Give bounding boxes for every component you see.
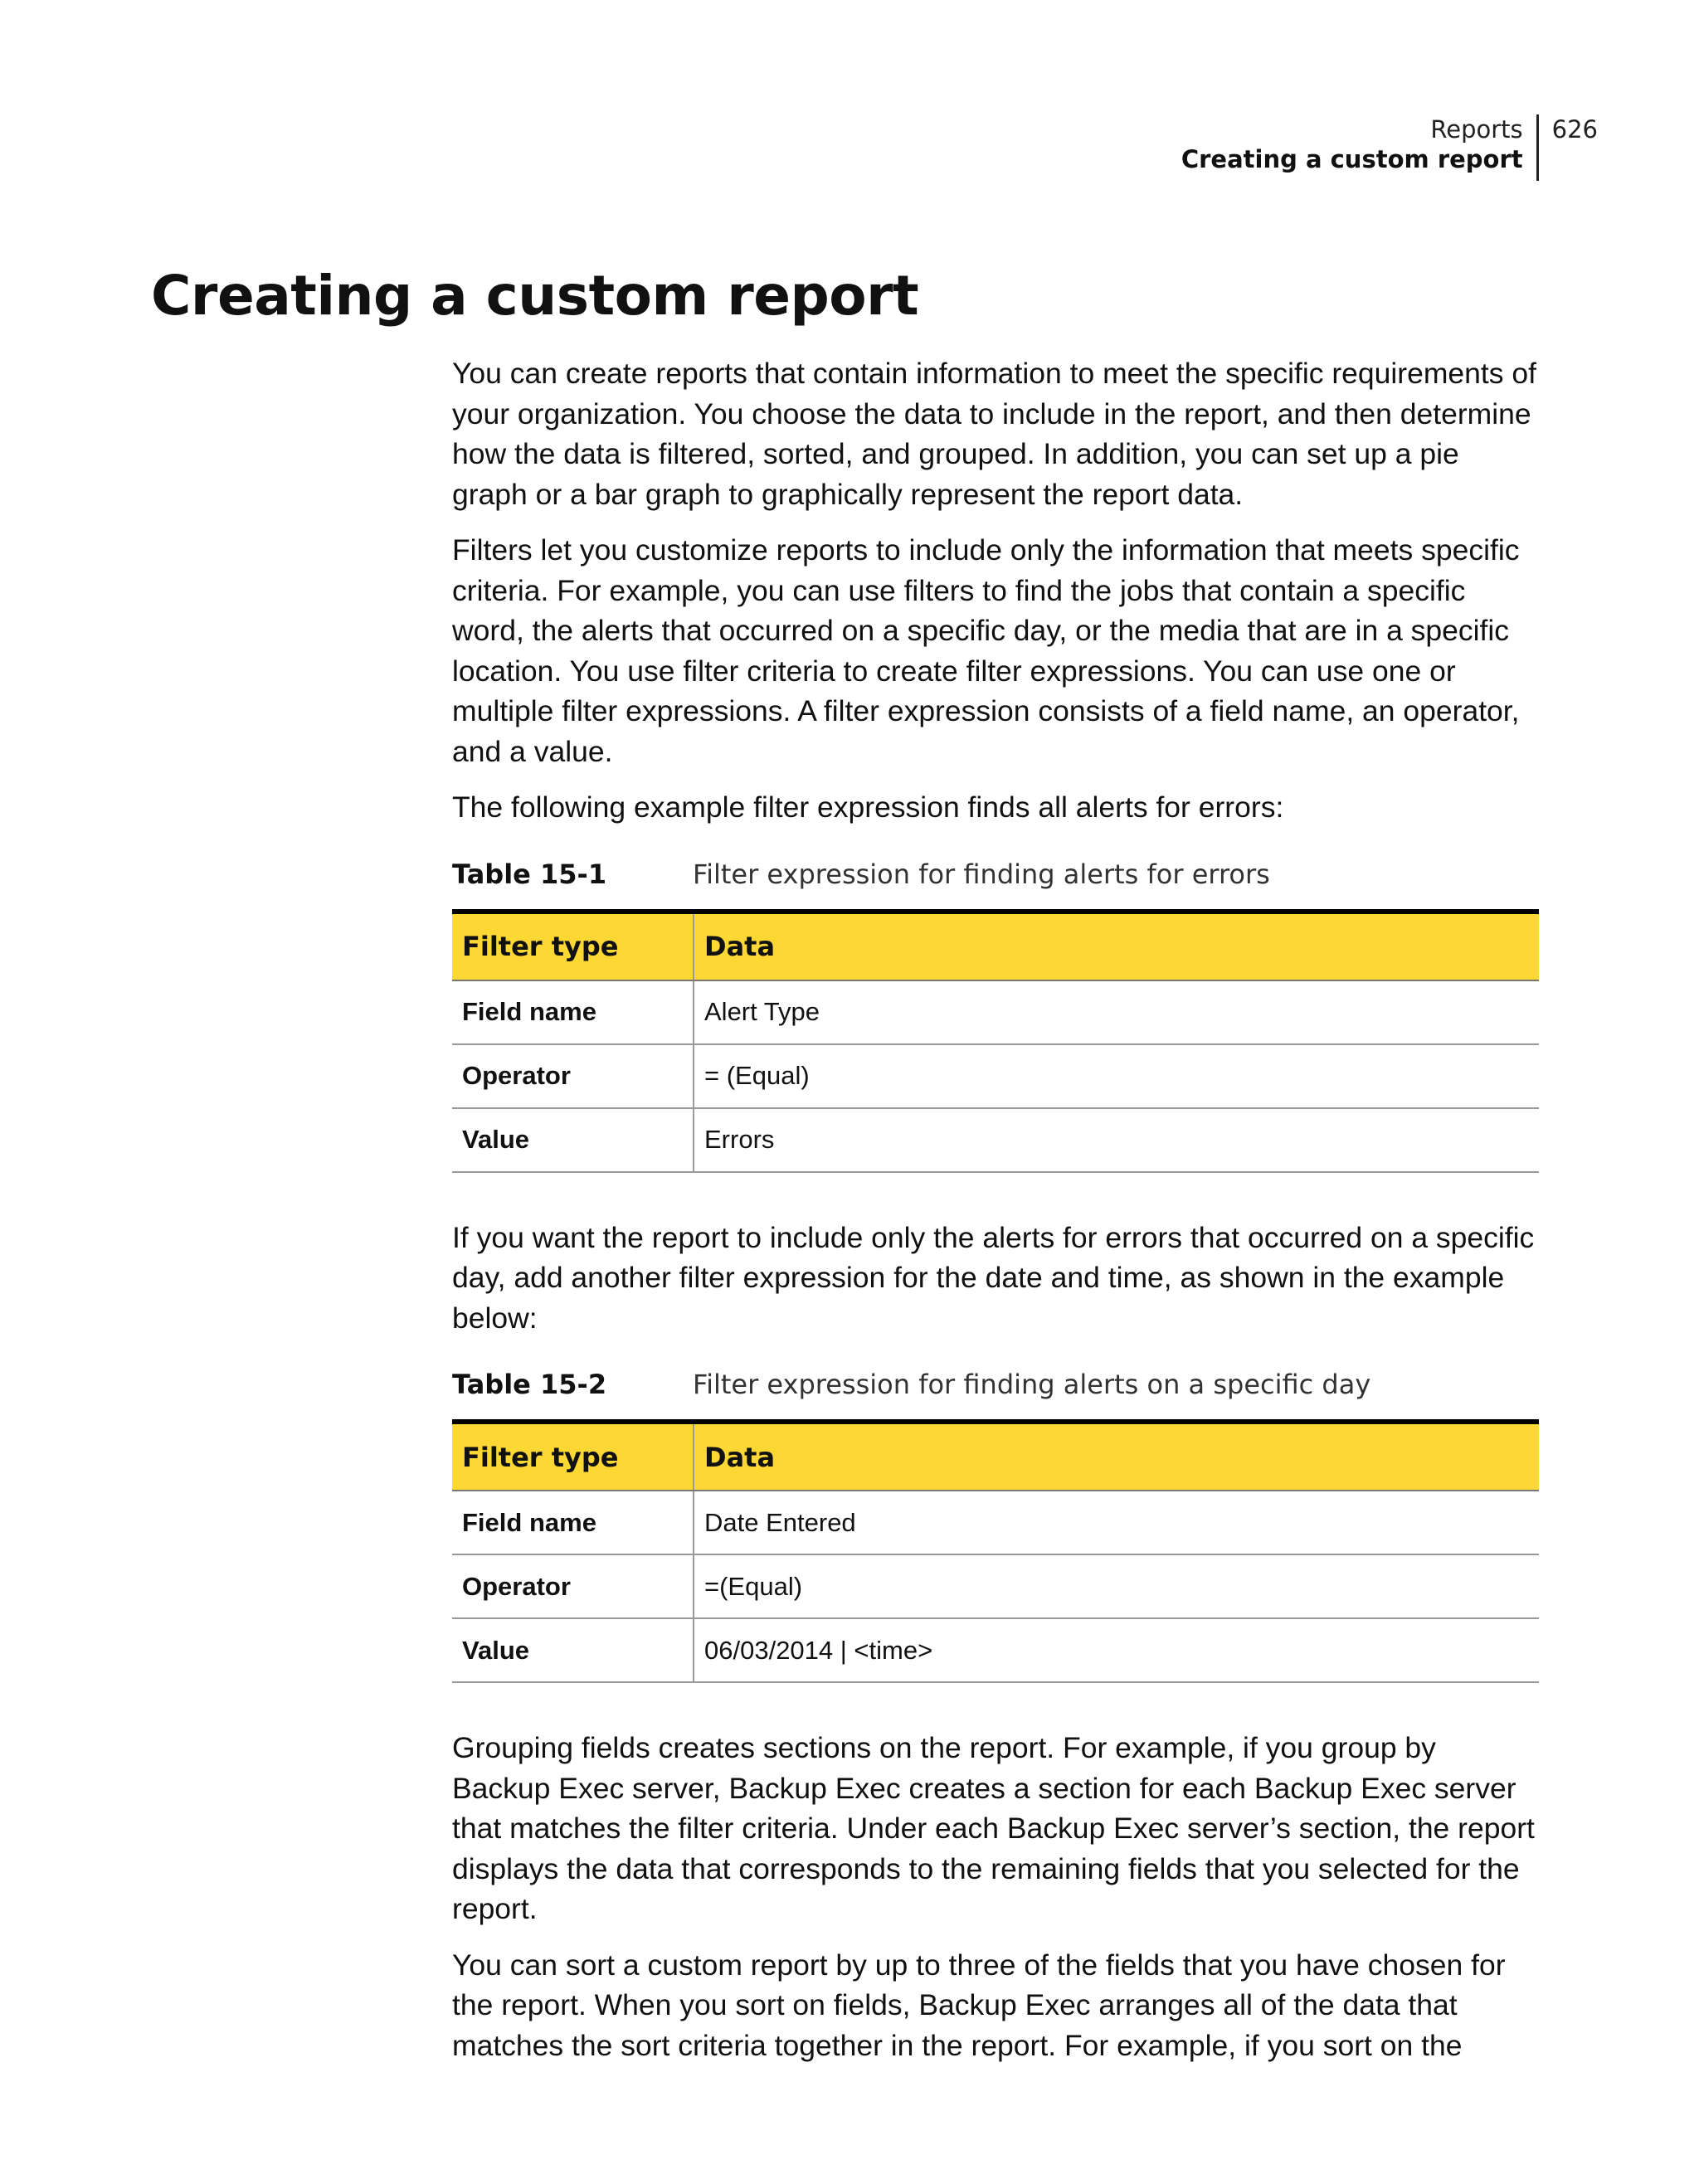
table-row	[452, 1108, 1539, 1172]
running-header-text	[1181, 114, 1539, 181]
paragraph-specific-day: If you want the report to include only the alerts for errors that occurred on a specific day, add another filter expression for the date and time, as shown in the example below:	[452, 1220, 1535, 1335]
table-header-row	[452, 912, 1539, 980]
table-cell-value: 06/03/2014 | <time>	[694, 1618, 1539, 1682]
table-header-cell: Filter type	[452, 912, 694, 980]
table-cell-value: Date Entered	[694, 1491, 1539, 1554]
table-2	[452, 1419, 1539, 1683]
paragraph-sorting: You can sort a custom report by up to three of the fields that you have chosen for the report. When you sort on fields, Backup Exec arranges all of the data that matches the sort criteria together in the report. For example, if you sort on the	[452, 1948, 1506, 2062]
table-header-row	[452, 1422, 1539, 1491]
body-content	[452, 353, 1539, 2081]
table-cell-label: Field name	[452, 1491, 694, 1554]
paragraph-example-intro: The following example filter expression finds all alerts for errors:	[452, 790, 1284, 824]
table-cell-label: Field name	[452, 980, 694, 1044]
table-row	[452, 980, 1539, 1044]
table-cell-label: Value	[452, 1618, 694, 1682]
running-header	[1181, 114, 1598, 181]
table-2-caption	[452, 1368, 1539, 1401]
table-2-number: Table 15-2	[452, 1369, 607, 1400]
table-header-cell: Data	[694, 1422, 1539, 1491]
table-cell-label: Operator	[452, 1044, 694, 1108]
table-1-caption	[452, 858, 1539, 891]
running-header-topic: Creating a custom report	[1181, 145, 1523, 173]
table-1-title: Filter expression for finding alerts for errors	[693, 858, 1270, 890]
table-2-title: Filter expression for finding alerts on a specific day	[693, 1369, 1371, 1400]
table-1-number: Table 15-1	[452, 858, 607, 890]
page-number: 626	[1551, 115, 1598, 143]
table-1	[452, 909, 1539, 1173]
page-title: Creating a custom report	[151, 264, 919, 328]
table-header-cell: Data	[694, 912, 1539, 980]
table-row	[452, 1618, 1539, 1682]
table-cell-value: Alert Type	[694, 980, 1539, 1044]
table-cell-value: Errors	[694, 1108, 1539, 1172]
table-cell-value: =(Equal)	[694, 1554, 1539, 1618]
paragraph-filters: Filters let you customize reports to include only the information that meets specific criteria. For example, you can use filters to find the jobs that contain a specific word, the alerts that occurred on a specific day, or the media that are in a specific location. You use filter criteria to create filter expressions. You can use one or multiple filter expressions. A filter expression consists of a field name, an operator, and a value.	[452, 533, 1520, 768]
table-header-cell: Filter type	[452, 1422, 694, 1491]
paragraph-intro: You can create reports that contain information to meet the specific requirements of your organization. You choose the data to include in the report, and then determine how the data is filtered, sorted, and grouped. In addition, you can set up a pie graph or a bar graph to graphically represent the report data.	[452, 357, 1536, 511]
table-cell-label: Value	[452, 1108, 694, 1172]
running-header-section: Reports	[1430, 115, 1523, 143]
paragraph-grouping: Grouping fields creates sections on the report. For example, if you group by Backup Exec server, Backup Exec creates a section for each Backup Exec server that matches the filter criteria. Under each Backup Exec server’s section, the report displays the data that corresponds to the remaining fields that you selected for the report.	[452, 1731, 1535, 1925]
table-row	[452, 1491, 1539, 1554]
table-row	[452, 1044, 1539, 1108]
table-cell-label: Operator	[452, 1554, 694, 1618]
table-row	[452, 1554, 1539, 1618]
table-cell-value: = (Equal)	[694, 1044, 1539, 1108]
